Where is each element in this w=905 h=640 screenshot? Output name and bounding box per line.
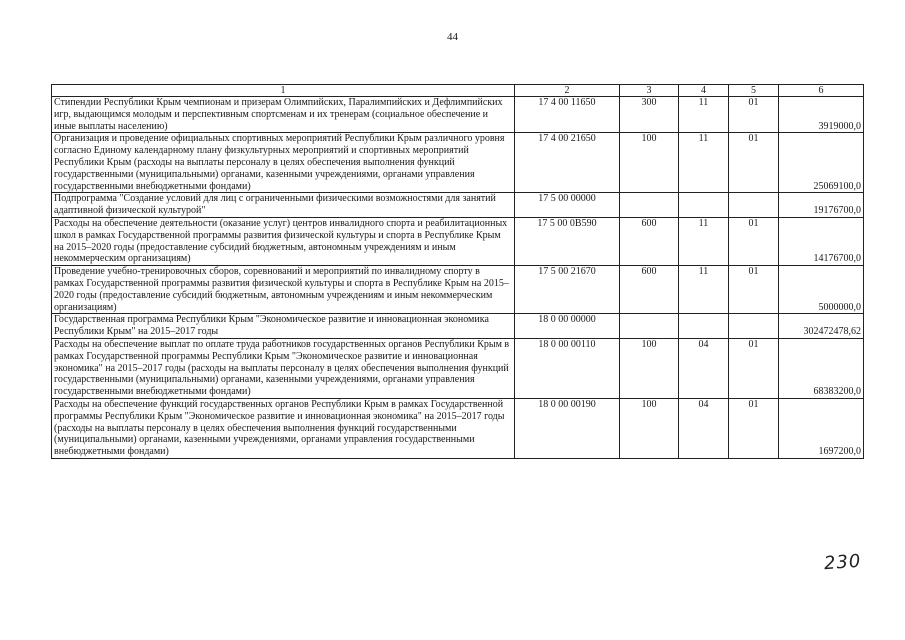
row-name: Проведение учебно-тренировочных сборов, соревнований и мероприятий по инвалидному спорту в рамках Государственной программы развития физической культуры и спорта в Республике Крым на 2015–2020 годы (предоставление субсидий бюджетным, автономным учреждениям и иным некоммерческим организациям) xyxy=(52,266,515,314)
row-name: Расходы на обеспечение выплат по оплате труда работников государственных органов Республики Крым в рамках Государственной программы Республики Крым "Экономическое развитие и инновационная экономика" на 2015–2017 годы (расходы на выплаты персоналу в целях обеспечения выполнения функций государственными (муниципальными) органами, казенными учреждениями, органами управления государственными внебюджетными фондами) xyxy=(52,338,515,398)
row-subsection: 01 xyxy=(729,217,779,265)
row-name: Расходы на обеспечение функций государственных органов Республики Крым в рамках Государственной программы Республики Крым "Экономическое развитие и инновационная экономика" на 2015–2017 годы (расходы на выплаты персоналу в целях обеспечения выполнения функций государственными (муниципальными) органами, казенными учреждениями, органами управления государственными внебюджетными фондами) xyxy=(52,398,515,458)
row-type xyxy=(620,314,679,339)
row-subsection: 01 xyxy=(729,338,779,398)
row-amount: 5000000,0 xyxy=(779,266,864,314)
row-type: 100 xyxy=(620,133,679,193)
row-subsection xyxy=(729,193,779,218)
header-col-1: 1 xyxy=(52,85,515,97)
row-amount: 302472478,62 xyxy=(779,314,864,339)
row-code: 18 0 00 00110 xyxy=(515,338,620,398)
row-subsection: 01 xyxy=(729,133,779,193)
row-type: 600 xyxy=(620,217,679,265)
row-name: Стипендии Республики Крым чемпионам и призерам Олимпийских, Паралимпийских и Дефлимпийских игр, выдающимся молодым и перспективным спортсменам и их тренерам (социальное обеспечение и иные выплаты населению) xyxy=(52,97,515,133)
row-name: Расходы на обеспечение деятельности (оказание услуг) центров инвалидного спорта и реабилитационных школ в рамках Государственной программы развития физической культуры и спорта в Республике Крым на 2015–2020 годы (предоставление субсидий бюджетным, автономным учреждениям и иным некоммерческим организациям) xyxy=(52,217,515,265)
row-type: 600 xyxy=(620,266,679,314)
row-section: 11 xyxy=(679,133,729,193)
page-number: 44 xyxy=(447,31,458,43)
row-amount: 25069100,0 xyxy=(779,133,864,193)
table-header-row xyxy=(52,85,864,97)
row-section: 11 xyxy=(679,266,729,314)
row-code: 17 5 00 21670 xyxy=(515,266,620,314)
row-amount: 3919000,0 xyxy=(779,97,864,133)
row-section: 04 xyxy=(679,398,729,458)
row-section xyxy=(679,193,729,218)
row-amount: 1697200,0 xyxy=(779,398,864,458)
row-code: 17 5 00 00000 xyxy=(515,193,620,218)
row-code: 17 4 00 11650 xyxy=(515,97,620,133)
row-section: 11 xyxy=(679,217,729,265)
header-col-4: 4 xyxy=(679,85,729,97)
row-subsection: 01 xyxy=(729,398,779,458)
table-row xyxy=(52,193,864,218)
row-amount: 19176700,0 xyxy=(779,193,864,218)
row-section: 04 xyxy=(679,338,729,398)
table-row xyxy=(52,338,864,398)
row-name: Подпрограмма "Создание условий для лиц с ограниченными физическими возможностями для занятий адаптивной физической культурой" xyxy=(52,193,515,218)
row-type xyxy=(620,193,679,218)
row-name: Организация и проведение официальных спортивных мероприятий Республики Крым различного уровня согласно Единому календарному плану физкультурных мероприятий и спортивных мероприятий Республики Крым (расходы на выплаты персоналу в целях обеспечения выполнения функций государственными (муниципальными) органами, казенными учреждениями, органами управления государственными внебюджетными фондами) xyxy=(52,133,515,193)
row-code: 18 0 00 00190 xyxy=(515,398,620,458)
budget-table xyxy=(51,84,864,459)
table-row xyxy=(52,217,864,265)
handwritten-page-mark: 230 xyxy=(823,550,863,575)
header-col-5: 5 xyxy=(729,85,779,97)
row-section xyxy=(679,314,729,339)
row-subsection xyxy=(729,314,779,339)
row-code: 17 4 00 21650 xyxy=(515,133,620,193)
row-subsection: 01 xyxy=(729,97,779,133)
table-row xyxy=(52,133,864,193)
row-type: 300 xyxy=(620,97,679,133)
row-section: 11 xyxy=(679,97,729,133)
table-row xyxy=(52,97,864,133)
row-amount: 14176700,0 xyxy=(779,217,864,265)
table-row xyxy=(52,398,864,458)
header-col-2: 2 xyxy=(515,85,620,97)
table-row xyxy=(52,266,864,314)
table-row xyxy=(52,314,864,339)
header-col-3: 3 xyxy=(620,85,679,97)
row-code: 17 5 00 0В590 xyxy=(515,217,620,265)
row-type: 100 xyxy=(620,398,679,458)
header-col-6: 6 xyxy=(779,85,864,97)
row-subsection: 01 xyxy=(729,266,779,314)
row-amount: 68383200,0 xyxy=(779,338,864,398)
row-code: 18 0 00 00000 xyxy=(515,314,620,339)
row-name: Государственная программа Республики Крым "Экономическое развитие и инновационная экономика Республики Крым" на 2015–2017 годы xyxy=(52,314,515,339)
row-type: 100 xyxy=(620,338,679,398)
